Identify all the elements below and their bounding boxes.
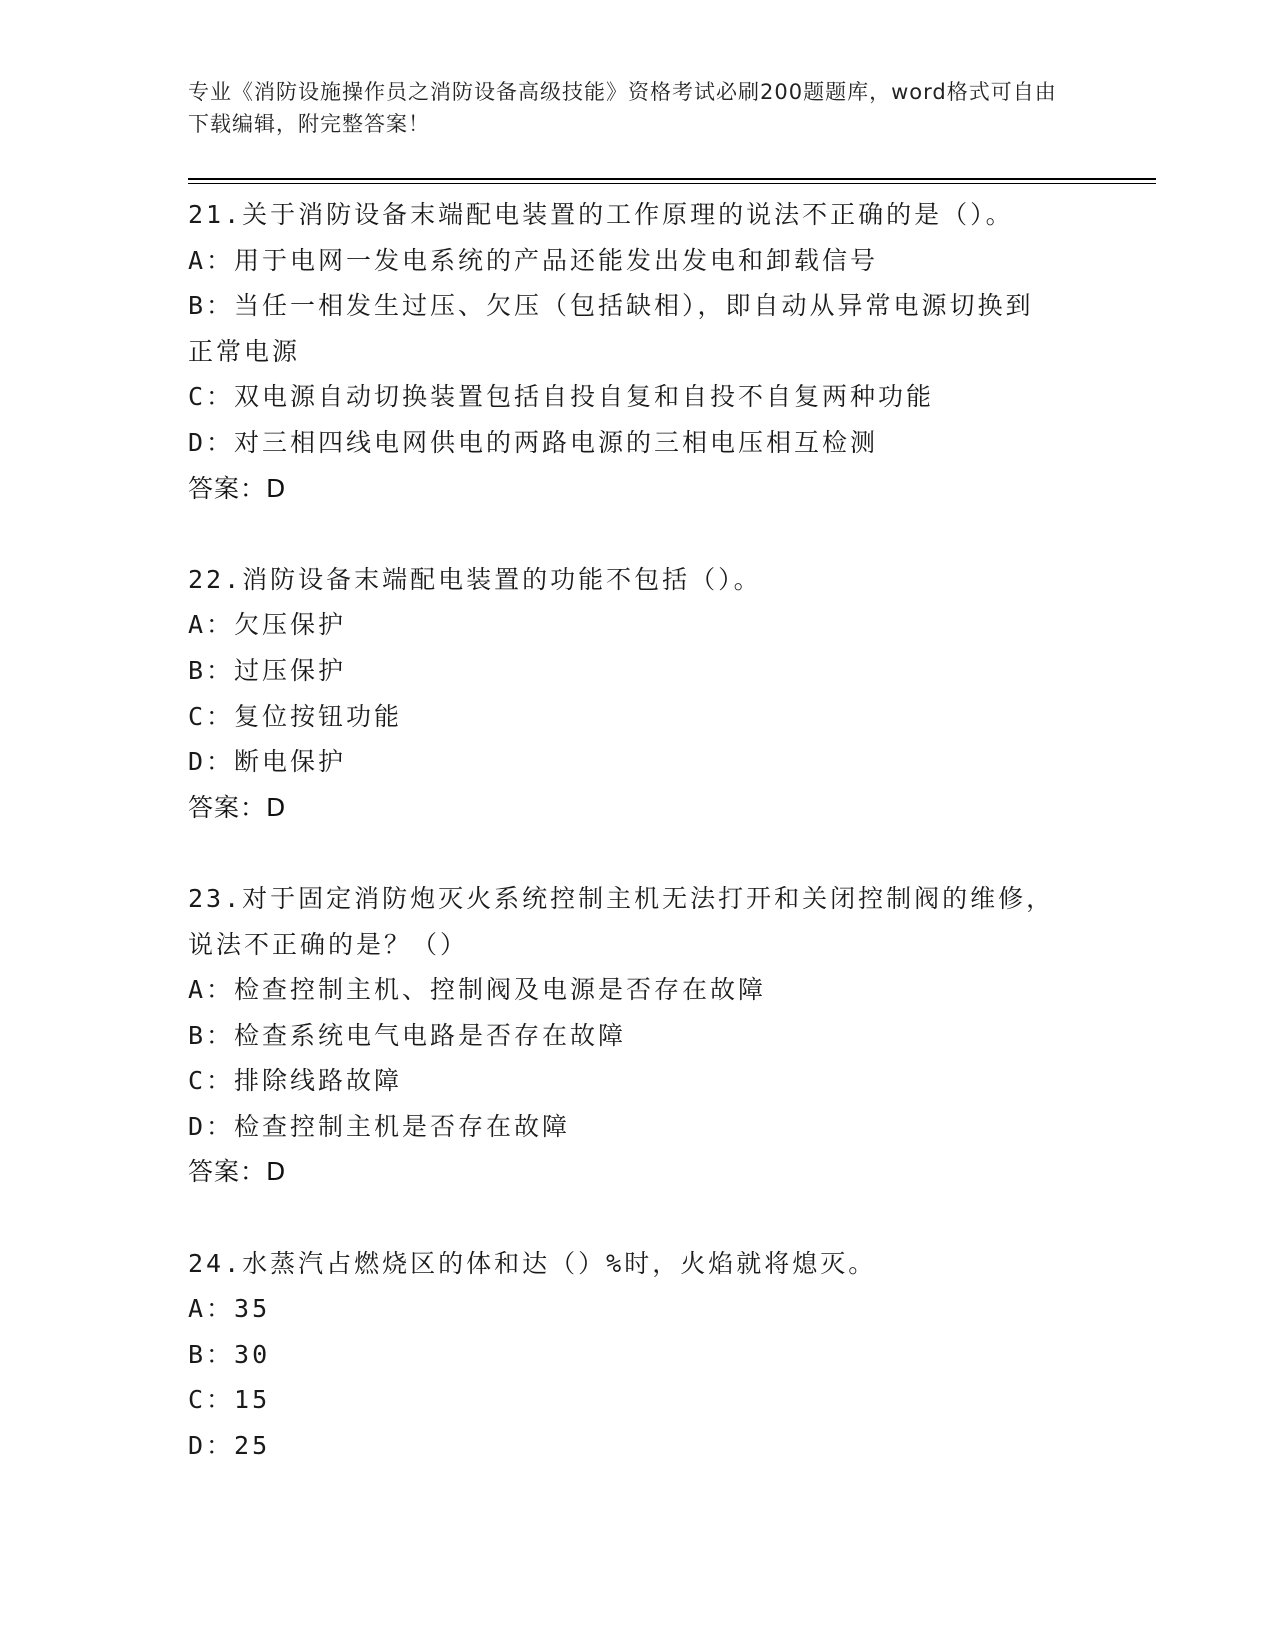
answer: 答案：D <box>188 473 287 503</box>
question-23 <box>188 876 1148 1241</box>
answer: 答案：D <box>188 792 287 822</box>
option-c: C：排除线路故障 <box>188 1066 403 1096</box>
option-d: D：25 <box>188 1431 271 1461</box>
spacer <box>188 830 1148 876</box>
option-c: C：15 <box>188 1385 271 1415</box>
option-b: B：检查系统电气电路是否存在故障 <box>188 1020 627 1050</box>
option-a: A：用于电网一发电系统的产品还能发出发电和卸载信号 <box>188 245 879 275</box>
question-22 <box>188 557 1148 876</box>
option-d: D：对三相四线电网供电的两路电源的三相电压相互检测 <box>188 427 879 457</box>
option-d: D：检查控制主机是否存在故障 <box>188 1111 571 1141</box>
answer: 答案：D <box>188 1157 287 1187</box>
question-stem: 21.关于消防设备末端配电装置的工作原理的说法不正确的是（）。 <box>188 200 1014 229</box>
option-c: C：双电源自动切换装置包括自投自复和自投不自复两种功能 <box>188 382 935 412</box>
option-d: D：断电保护 <box>188 747 347 777</box>
option-c: C：复位按钮功能 <box>188 701 403 731</box>
option-a: A：35 <box>188 1294 271 1324</box>
question-24 <box>188 1241 1148 1469</box>
header-rule-thin <box>188 183 1156 184</box>
document-header: 专业《消防设施操作员之消防设备高级技能》资格考试必刷200题题库，word格式可自由下载编辑，附完整答案！ <box>188 80 1057 136</box>
option-b: B：过压保护 <box>188 655 347 685</box>
question-21 <box>188 192 1148 557</box>
question-stem-continued: 说法不正确的是？（） <box>188 929 469 959</box>
header-rule-thick <box>188 178 1156 180</box>
option-a: A：欠压保护 <box>188 610 347 640</box>
question-stem: 23.对于固定消防炮灭火系统控制主机无法打开和关闭控制阀的维修， <box>188 883 1055 913</box>
spacer <box>188 1195 1148 1241</box>
option-b: B：当任一相发生过压、欠压（包括缺相），即自动从异常电源切换到 <box>188 291 1034 321</box>
option-b-continued: 正常电源 <box>188 336 301 366</box>
option-a: A：检查控制主机、控制阀及电源是否存在故障 <box>188 975 767 1005</box>
question-list <box>188 192 1148 1469</box>
question-stem: 24.水蒸汽占燃烧区的体和达（）%时，火焰就将熄灭。 <box>188 1248 877 1278</box>
spacer <box>188 511 1148 557</box>
question-stem: 22.消防设备末端配电装置的功能不包括（）。 <box>188 564 762 594</box>
option-b: B：30 <box>188 1339 271 1369</box>
